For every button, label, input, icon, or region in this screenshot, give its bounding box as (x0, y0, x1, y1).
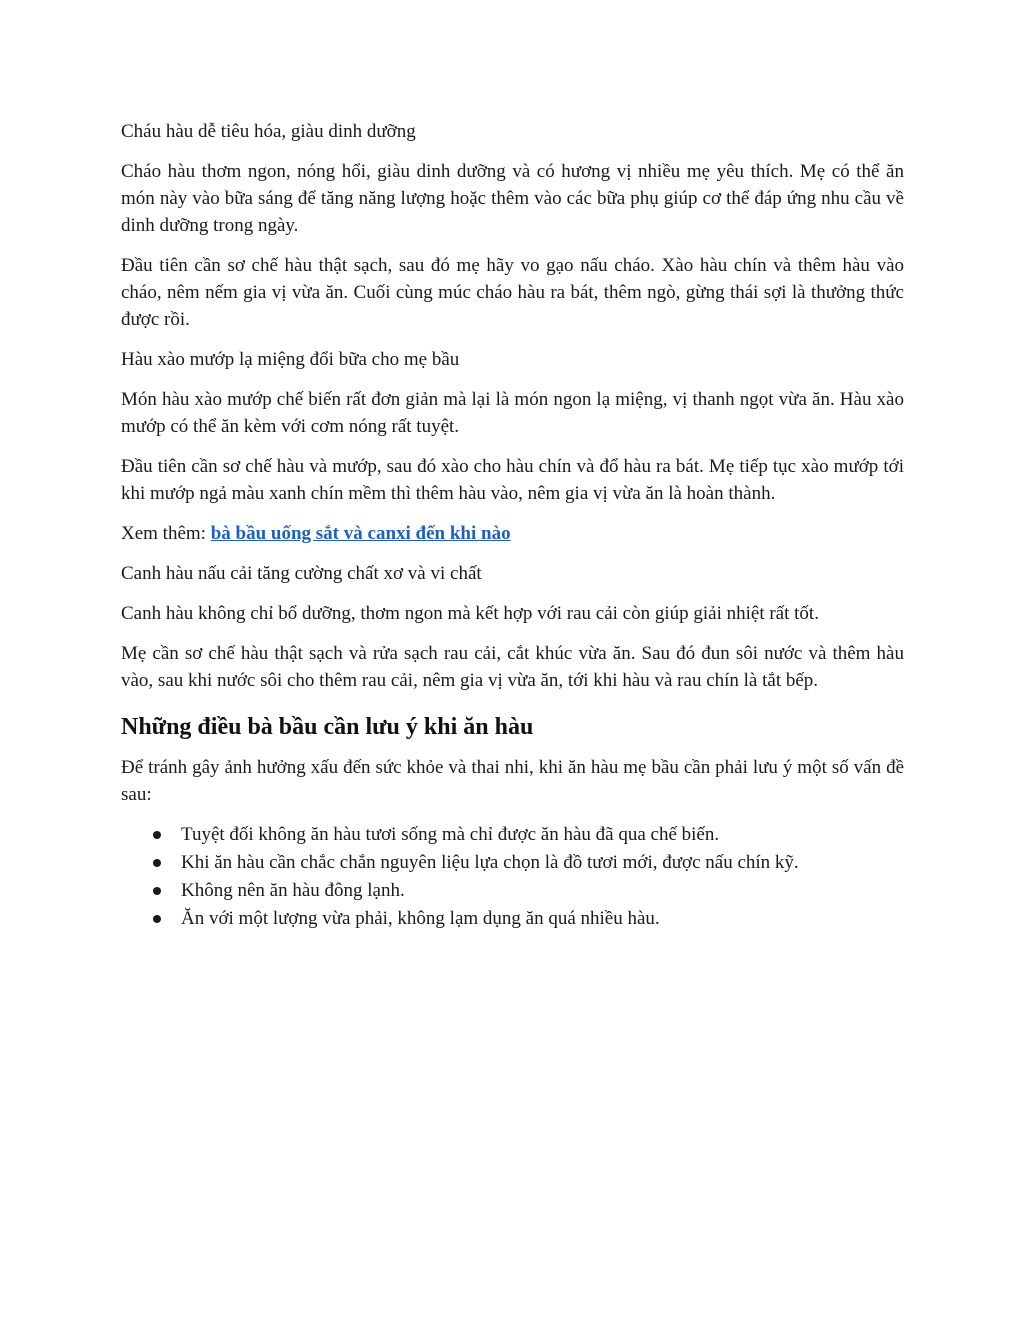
see-more-line (121, 520, 904, 547)
bullet-dot-icon (153, 915, 161, 923)
list-item-text: Tuyệt đối không ăn hàu tươi sống mà chỉ được ăn hàu đã qua chế biến. (181, 824, 720, 845)
list-item-text: Khi ăn hàu cần chắc chắn nguyên liệu lựa chọn là đồ tươi mới, được nấu chín kỹ. (181, 852, 799, 873)
list-item (121, 877, 904, 905)
paragraph-hau-xao-muop-recipe: Đầu tiên cần sơ chế hàu và mướp, sau đó xào cho hàu chín và đổ hàu ra bát. Mẹ tiếp tục xào mướp tới khi mướp ngả màu xanh chín mềm thì thêm hàu vào, nêm gia vị vừa ăn là hoàn thành. (121, 456, 904, 504)
section-title-hau-xao-muop: Hàu xào mướp lạ miệng đổi bữa cho mẹ bầu (121, 349, 460, 370)
notes-intro: Để tránh gây ảnh hưởng xấu đến sức khỏe và thai nhi, khi ăn hàu mẹ bầu cần phải lưu ý một số vấn đề sau: (121, 757, 904, 805)
notes-bullet-list (121, 821, 904, 933)
bullet-dot-icon (153, 859, 161, 867)
notes-heading: Những điều bà bầu cần lưu ý khi ăn hàu (121, 714, 534, 740)
paragraph-canh-hau-recipe: Mẹ cần sơ chế hàu thật sạch và rửa sạch rau cải, cắt khúc vừa ăn. Sau đó đun sôi nước và thêm hàu vào, sau khi nước sôi cho thêm rau cải, nêm gia vị vừa ăn, tới khi hàu và rau chín là tắt bếp. (121, 643, 904, 691)
bullet-dot-icon (153, 887, 161, 895)
see-more-label: Xem thêm: (121, 523, 211, 544)
paragraph-canh-hau-intro: Canh hàu không chỉ bổ dưỡng, thơm ngon mà kết hợp với rau cải còn giúp giải nhiệt rất tốt. (121, 603, 819, 624)
document-page (121, 118, 904, 933)
list-item (121, 821, 904, 849)
list-item (121, 905, 904, 933)
list-item (121, 849, 904, 877)
see-more-link[interactable]: bà bầu uống sắt và canxi đến khi nào (210, 523, 511, 544)
paragraph-chao-hau-intro: Cháo hàu thơm ngon, nóng hổi, giàu dinh dưỡng và có hương vị nhiều mẹ yêu thích. Mẹ có thể ăn món này vào bữa sáng để tăng năng lượng hoặc thêm vào các bữa phụ giúp cơ thể đáp ứng nhu cầu về dinh dưỡng trong ngày. (121, 161, 904, 236)
list-item-text: Ăn với một lượng vừa phải, không lạm dụng ăn quá nhiều hàu. (181, 908, 660, 929)
section-title-canh-hau: Canh hàu nấu cải tăng cường chất xơ và vi chất (121, 563, 482, 584)
list-item-text: Không nên ăn hàu đông lạnh. (181, 880, 405, 901)
paragraph-chao-hau-recipe: Đầu tiên cần sơ chế hàu thật sạch, sau đó mẹ hãy vo gạo nấu cháo. Xào hàu chín và thêm hàu vào cháo, nêm nếm gia vị vừa ăn. Cuối cùng múc cháo hàu ra bát, thêm ngò, gừng thái sợi là thưởng thức được rồi. (121, 255, 904, 330)
section-title-chao-hau: Cháu hàu dễ tiêu hóa, giàu dinh dưỡng (121, 121, 416, 142)
bullet-dot-icon (153, 831, 161, 839)
paragraph-hau-xao-muop-intro: Món hàu xào mướp chế biến rất đơn giản mà lại là món ngon lạ miệng, vị thanh ngọt vừa ăn. Hàu xào mướp có thể ăn kèm với cơm nóng rất tuyệt. (121, 389, 904, 437)
